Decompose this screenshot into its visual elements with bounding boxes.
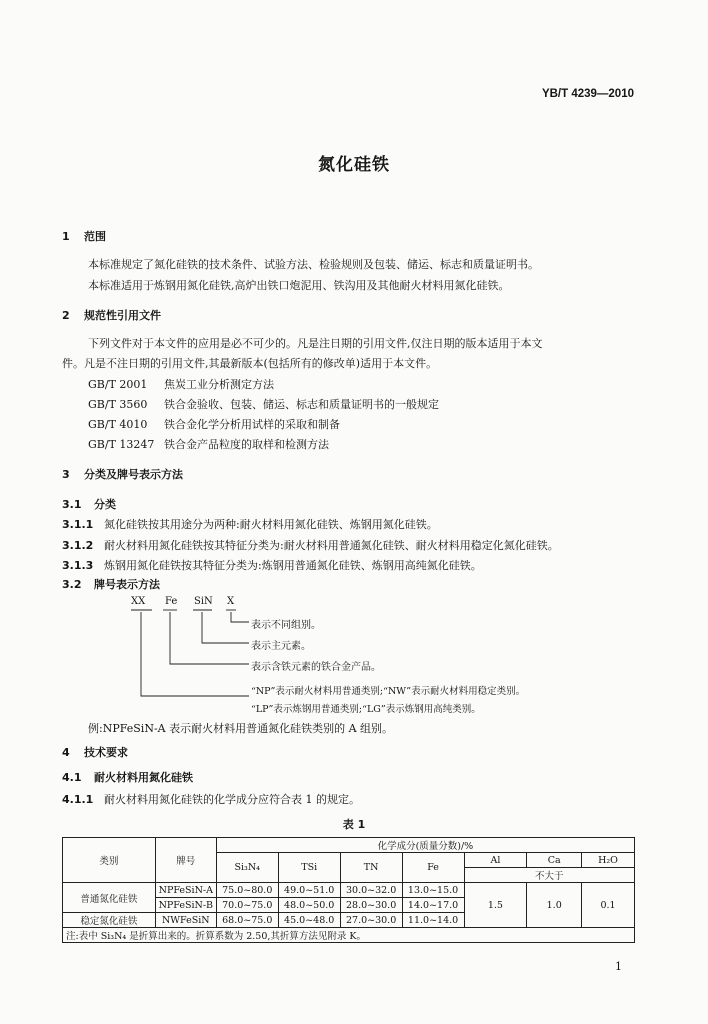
section-number: 1 [62, 230, 70, 243]
cell-fe: 14.0~17.0 [402, 898, 464, 913]
clause-text: 耐火材料用氮化硅铁的化学成分应符合表 1 的规定。 [104, 793, 360, 806]
clause-number: 3.1.1 [62, 518, 94, 531]
header-ca: Ca [527, 853, 582, 868]
cell-h2o: 0.1 [582, 883, 635, 928]
table-row [63, 883, 635, 898]
reference-text: 焦炭工业分析测定方法 [164, 378, 274, 391]
header-al: Al [464, 853, 527, 868]
reference-code: GB/T 3560 [88, 398, 148, 411]
clause-text: 耐火材料用氮化硅铁按其特征分类为:耐火材料用普通氮化硅铁、耐火材料用稳定化氮化硅铁。 [104, 539, 559, 552]
section-number: 3.1 [62, 498, 82, 511]
section-title: 耐火材料用氮化硅铁 [94, 771, 193, 784]
section-number: 3.2 [62, 578, 82, 591]
section-number: 3 [62, 468, 70, 481]
header-si3n4: Si₃N₄ [216, 853, 278, 883]
header-h2o: H₂O [582, 853, 635, 868]
header-tsi: TSi [278, 853, 340, 883]
reference-code: GB/T 2001 [88, 378, 148, 391]
diagram-label-iron-alloy: 表示含铁元素的铁合金产品。 [251, 662, 381, 673]
header-category: 类别 [63, 838, 156, 883]
section-number: 2 [62, 309, 70, 322]
document-title: 氮化硅铁 [318, 155, 390, 175]
header-tn: TN [340, 853, 402, 883]
cell-tn: 27.0~30.0 [340, 913, 402, 928]
cell-category: 普通氮化硅铁 [63, 883, 156, 913]
section-4-heading [62, 744, 128, 760]
standard-number: YB/T 4239—2010 [541, 88, 634, 100]
cell-tsi: 45.0~48.0 [278, 913, 340, 928]
clause-number: 4.1.1 [62, 793, 94, 806]
diagram-desc-refractory: “NP”表示耐火材料用普通类别;“NW”表示耐火材料用稳定类别。 [251, 686, 526, 697]
cell-grade: NPFeSiN-A [155, 883, 216, 898]
paragraph: 件。凡是不注日期的引用文件,其最新版本(包括所有的修改单)适用于本文件。 [62, 357, 438, 370]
section-title: 范围 [84, 230, 106, 243]
header-not-more-than: 不大于 [464, 868, 634, 883]
cell-fe: 11.0~14.0 [402, 913, 464, 928]
reference-text: 铁合金产品粒度的取样和检测方法 [164, 438, 329, 451]
cell-fe: 13.0~15.0 [402, 883, 464, 898]
diagram-label-main-element: 表示主元素。 [251, 641, 311, 652]
cell-tsi: 48.0~50.0 [278, 898, 340, 913]
example-text: 例:NPFeSiN-A 表示耐火材料用普通氮化硅铁类别的 A 组别。 [88, 722, 394, 735]
page-number: 1 [615, 960, 622, 973]
clause-number: 3.1.3 [62, 559, 94, 572]
clause-number: 3.1.2 [62, 539, 94, 552]
reference-code: GB/T 4010 [88, 418, 148, 431]
cell-si3n4: 75.0~80.0 [216, 883, 278, 898]
clause-text: 炼钢用氮化硅铁按其特征分类为:炼钢用普通氮化硅铁、炼钢用高纯氮化硅铁。 [104, 559, 482, 572]
diagram-desc-steelmaking: “LP”表示炼钢用普通类别;“LG”表示炼钢用高纯类别。 [251, 704, 481, 715]
clause-4-1-1 [62, 791, 360, 807]
diagram-code-x: X [227, 596, 235, 607]
clause-text: 氮化硅铁按其用途分为两种:耐火材料用氮化硅铁、炼钢用氮化硅铁。 [104, 518, 438, 531]
subsection-4-1-heading [62, 769, 193, 785]
paragraph: 本标准适用于炼钢用氮化硅铁,高炉出铁口炮泥用、铁沟用及其他耐火材料用氮化硅铁。 [88, 279, 510, 292]
table-1 [62, 837, 635, 943]
section-title: 技术要求 [84, 746, 128, 759]
reference-code: GB/T 13247 [88, 438, 155, 451]
section-title: 规范性引用文件 [84, 309, 161, 322]
cell-si3n4: 70.0~75.0 [216, 898, 278, 913]
diagram-code-sin: SiN [194, 596, 213, 607]
cell-tn: 28.0~30.0 [340, 898, 402, 913]
section-title: 分类及牌号表示方法 [84, 468, 183, 481]
cell-ca: 1.0 [527, 883, 582, 928]
cell-category: 稳定氮化硅铁 [63, 913, 156, 928]
paragraph: 下列文件对于本文件的应用是必不可少的。凡是注日期的引用文件,仅注日期的版本适用于本文 [88, 337, 543, 350]
cell-si3n4: 68.0~75.0 [216, 913, 278, 928]
reference-text: 铁合金化学分析用试样的采取和制备 [164, 418, 340, 431]
paragraph: 本标准规定了氮化硅铁的技术条件、试验方法、检验规则及包装、储运、标志和质量证明书。 [88, 258, 539, 271]
section-number: 4.1 [62, 771, 82, 784]
cell-grade: NPFeSiN-B [155, 898, 216, 913]
diagram-label-group: 表示不同组别。 [251, 620, 321, 631]
reference-text: 铁合金验收、包装、储运、标志和质量证明书的一般规定 [164, 398, 439, 411]
header-fe: Fe [402, 853, 464, 883]
section-title: 分类 [94, 498, 116, 511]
section-title: 牌号表示方法 [94, 578, 160, 591]
cell-al: 1.5 [464, 883, 527, 928]
header-chemical-composition: 化学成分(质量分数)/% [216, 838, 634, 853]
header-grade: 牌号 [155, 838, 216, 883]
cell-tn: 30.0~32.0 [340, 883, 402, 898]
cell-grade: NWFeSiN [155, 913, 216, 928]
table-caption: 表 1 [342, 818, 366, 831]
section-number: 4 [62, 746, 70, 759]
cell-tsi: 49.0~51.0 [278, 883, 340, 898]
diagram-code-fe: Fe [165, 596, 178, 607]
table-note: 注:表中 Si₃N₄ 是折算出来的。折算系数为 2.50,其折算方法见附录 K。 [63, 928, 635, 943]
diagram-code-xx: XX [131, 596, 146, 607]
